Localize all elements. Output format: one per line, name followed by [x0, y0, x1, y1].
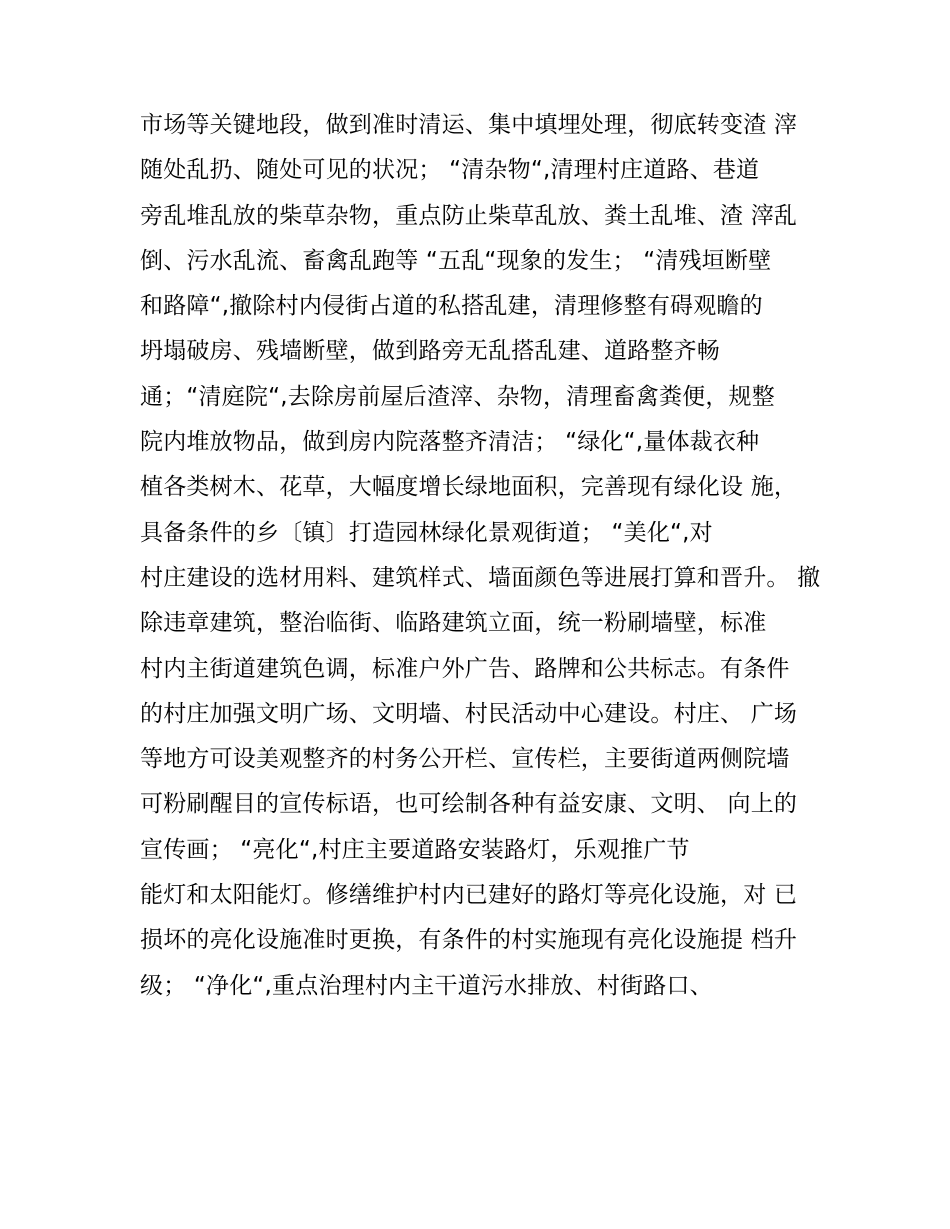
- text-line-9: 植各类树木、花草，大幅度增长绿地面积，完善现有绿化设 施，: [140, 474, 798, 501]
- text-line-3: 旁乱堆乱放的柴草杂物，重点防止柴草乱放、粪土乱堆、渣 滓乱: [140, 202, 798, 229]
- text-line-7: 通；“清庭院“,去除房前屋后渣滓、杂物，清理畜禽粪便，规整: [140, 383, 775, 410]
- text-line-5: 和路障“,撤除村内侵街占道的私搭乱建，清理修整有碍观瞻的: [140, 293, 763, 320]
- text-line-19: 损坏的亮化设施准时更换，有条件的村实施现有亮化设施提 档升: [140, 927, 798, 954]
- text-line-8: 院内堆放物品，做到房内院落整齐清洁； “绿化“,量体裁衣种: [140, 429, 760, 456]
- text-line-12: 除违章建筑，整治临街、临路建筑立面，统一粉刷墙壁，标准: [140, 610, 767, 637]
- text-line-17: 宣传画； “亮化“,村庄主要道路安装路灯，乐观推广节: [140, 836, 690, 863]
- text-line-6: 坍塌破房、残墙断壁，做到路旁无乱搭乱建、道路整齐畅: [140, 338, 720, 365]
- text-line-13: 村内主街道建筑色调，标准户外广告、路牌和公共标志。有条件: [140, 655, 790, 682]
- text-line-15: 等地方可设美观整齐的村务公开栏、宣传栏，主要街道两侧院墙: [140, 746, 790, 773]
- text-line-2: 随处乱扔、随处可见的状况； “清杂物“,清理村庄道路、巷道: [140, 157, 760, 184]
- body-text: [140, 103, 840, 1009]
- text-line-1: 市场等关键地段，做到准时清运、集中填埋处理，彻底转变渣 滓: [140, 112, 798, 138]
- text-line-10: 具备条件的乡〔镇〕打造园林绿化景观街道； “美化“,对: [140, 519, 713, 546]
- text-line-18: 能灯和太阳能灯。修缮维护村内已建好的路灯等亮化设施，对 已: [140, 882, 798, 909]
- text-line-4: 倒、污水乱流、畜禽乱跑等 “五乱“现象的发生； “清残垣断壁: [140, 247, 772, 274]
- text-line-16: 可粉刷醒目的宣传标语，也可绘制各种有益安康、文明、 向上的: [140, 791, 798, 818]
- text-line-11: 村庄建设的选材用料、建筑样式、墙面颜色等进展打算和晋升。 撤: [140, 564, 821, 591]
- text-line-14: 的村庄加强文明广场、文明墙、村民活动中心建设。村庄、 广场: [140, 700, 798, 727]
- text-line-20: 级； “净化“,重点治理村内主干道污水排放、村街路口、: [140, 972, 713, 999]
